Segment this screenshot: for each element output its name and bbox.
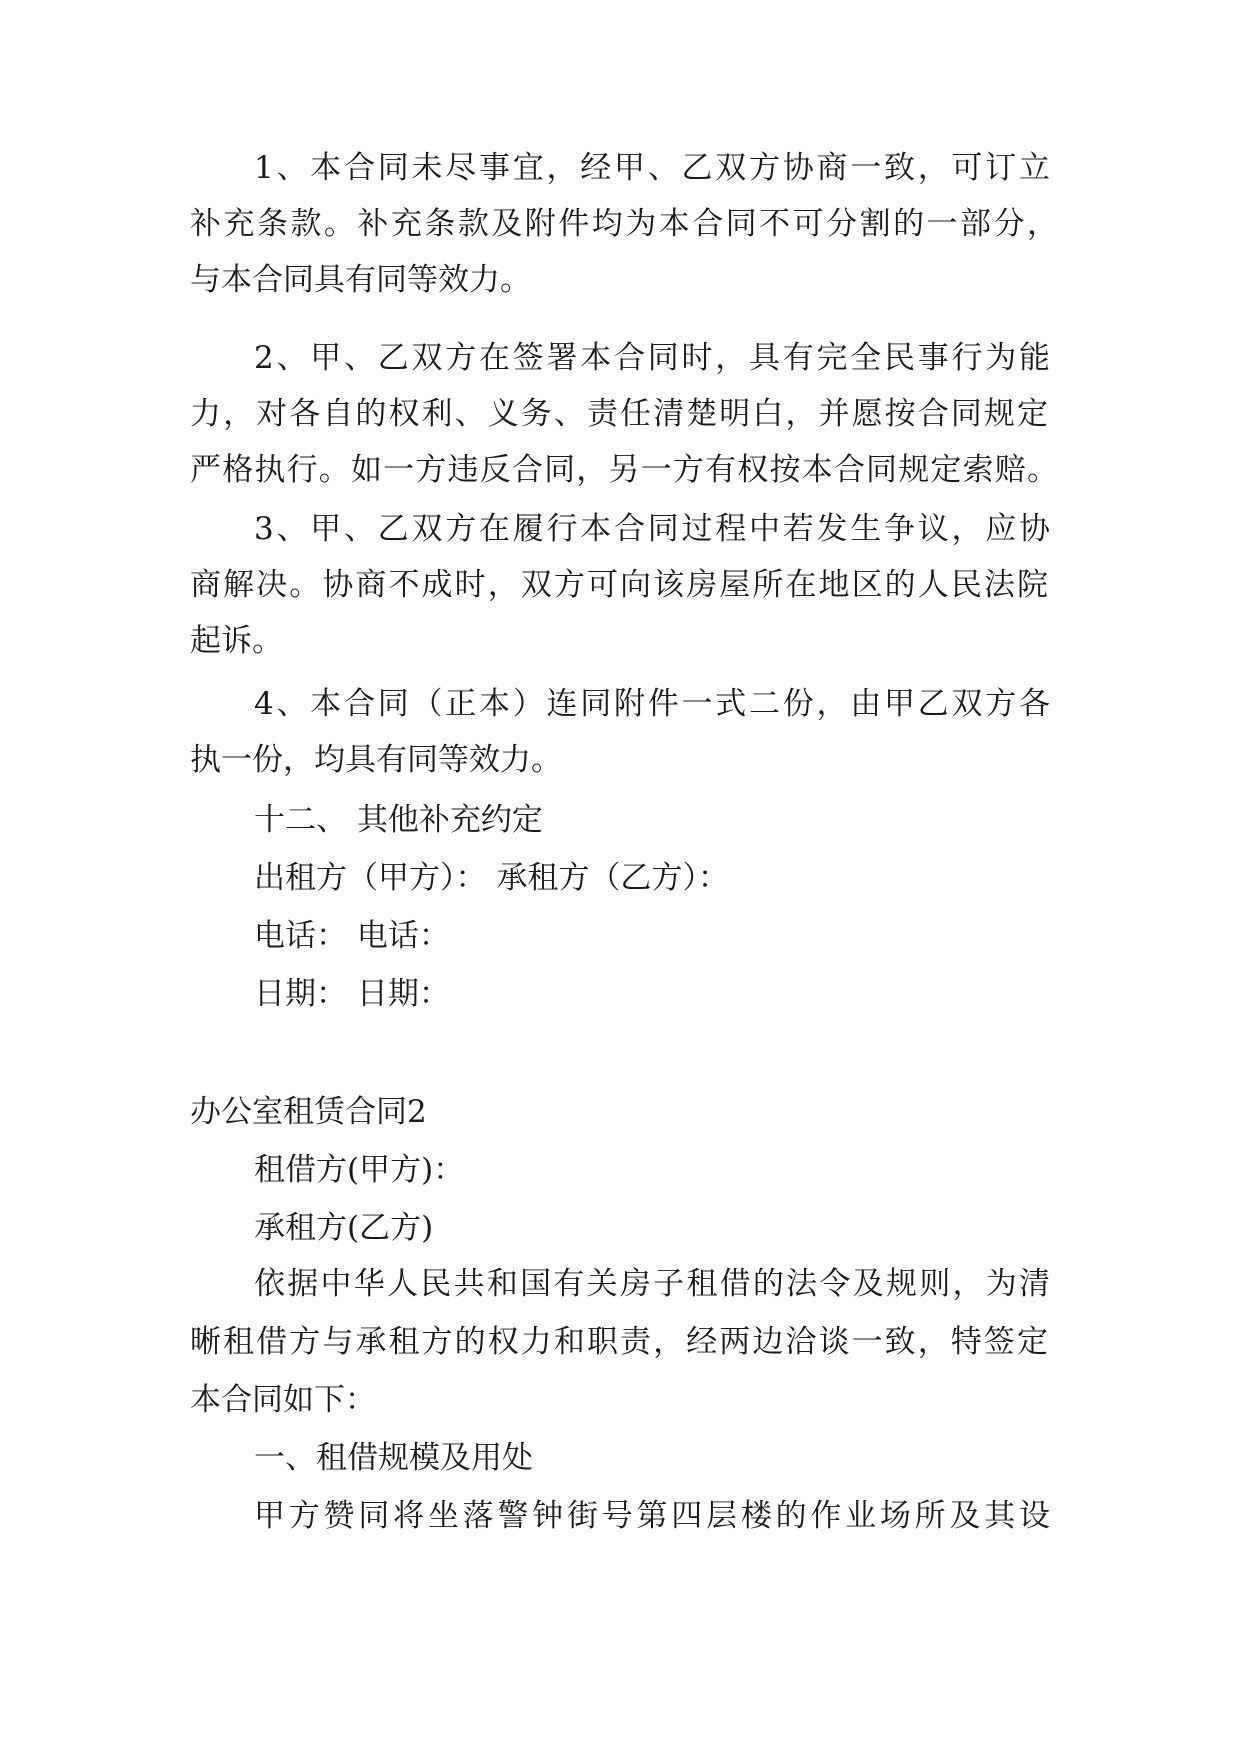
paragraph-1-line-3: 与本合同具有同等效力。 <box>190 262 531 298</box>
paragraph-3-line-1: 3、甲、乙双方在履行本合同过程中若发生争议，应协 <box>254 511 1050 547</box>
paragraph-4-line-1: 4、本合同（正本）连同附件一式二份，由甲乙双方各 <box>254 686 1050 722</box>
paragraph-4-line-2: 执一份，均具有同等效力。 <box>190 742 562 778</box>
paragraph-2-line-2: 力，对各自的权利、义务、责任清楚明白，并愿按合同规定 <box>190 396 1048 432</box>
lessee-line: 承租方(乙方) <box>254 1210 434 1246</box>
lessor-line: 租借方(甲方)： <box>254 1152 465 1188</box>
signature-date: 日期： 日期： <box>254 976 450 1012</box>
preamble-line-2: 晰租借方与承租方的权力和职责，经两边洽谈一致，特签定 <box>190 1324 1048 1360</box>
section-1-line-1: 甲方赞同将坐落警钟街号第四层楼的作业场所及其设 <box>254 1498 1050 1534</box>
document-title: 办公室租赁合同2 <box>190 1094 427 1130</box>
section-heading-12: 十二、 其他补充约定 <box>254 802 543 838</box>
paragraph-2-line-3: 严格执行。如一方违反合同，另一方有权按本合同规定索赔。 <box>190 452 1058 488</box>
preamble-line-3: 本合同如下： <box>190 1382 376 1418</box>
paragraph-3-line-2: 商解决。协商不成时，双方可向该房屋所在地区的人民法院 <box>190 567 1048 603</box>
paragraph-3-line-3: 起诉。 <box>190 623 283 659</box>
signature-phone: 电话： 电话： <box>254 918 450 954</box>
paragraph-1-line-1: 1、本合同未尽事宜，经甲、乙双方协商一致，可订立 <box>254 150 1050 186</box>
paragraph-1-line-2: 补充条款。补充条款及附件均为本合同不可分割的一部分， <box>190 206 1058 242</box>
paragraph-2-line-1: 2、甲、乙双方在签署本合同时，具有完全民事行为能 <box>254 340 1050 376</box>
preamble-line-1: 依据中华人民共和国有关房子租借的法令及规则，为清 <box>254 1266 1050 1302</box>
section-heading-1: 一、租借规模及用处 <box>254 1440 533 1476</box>
signature-parties: 出租方（甲方）： 承租方（乙方）： <box>254 860 729 896</box>
